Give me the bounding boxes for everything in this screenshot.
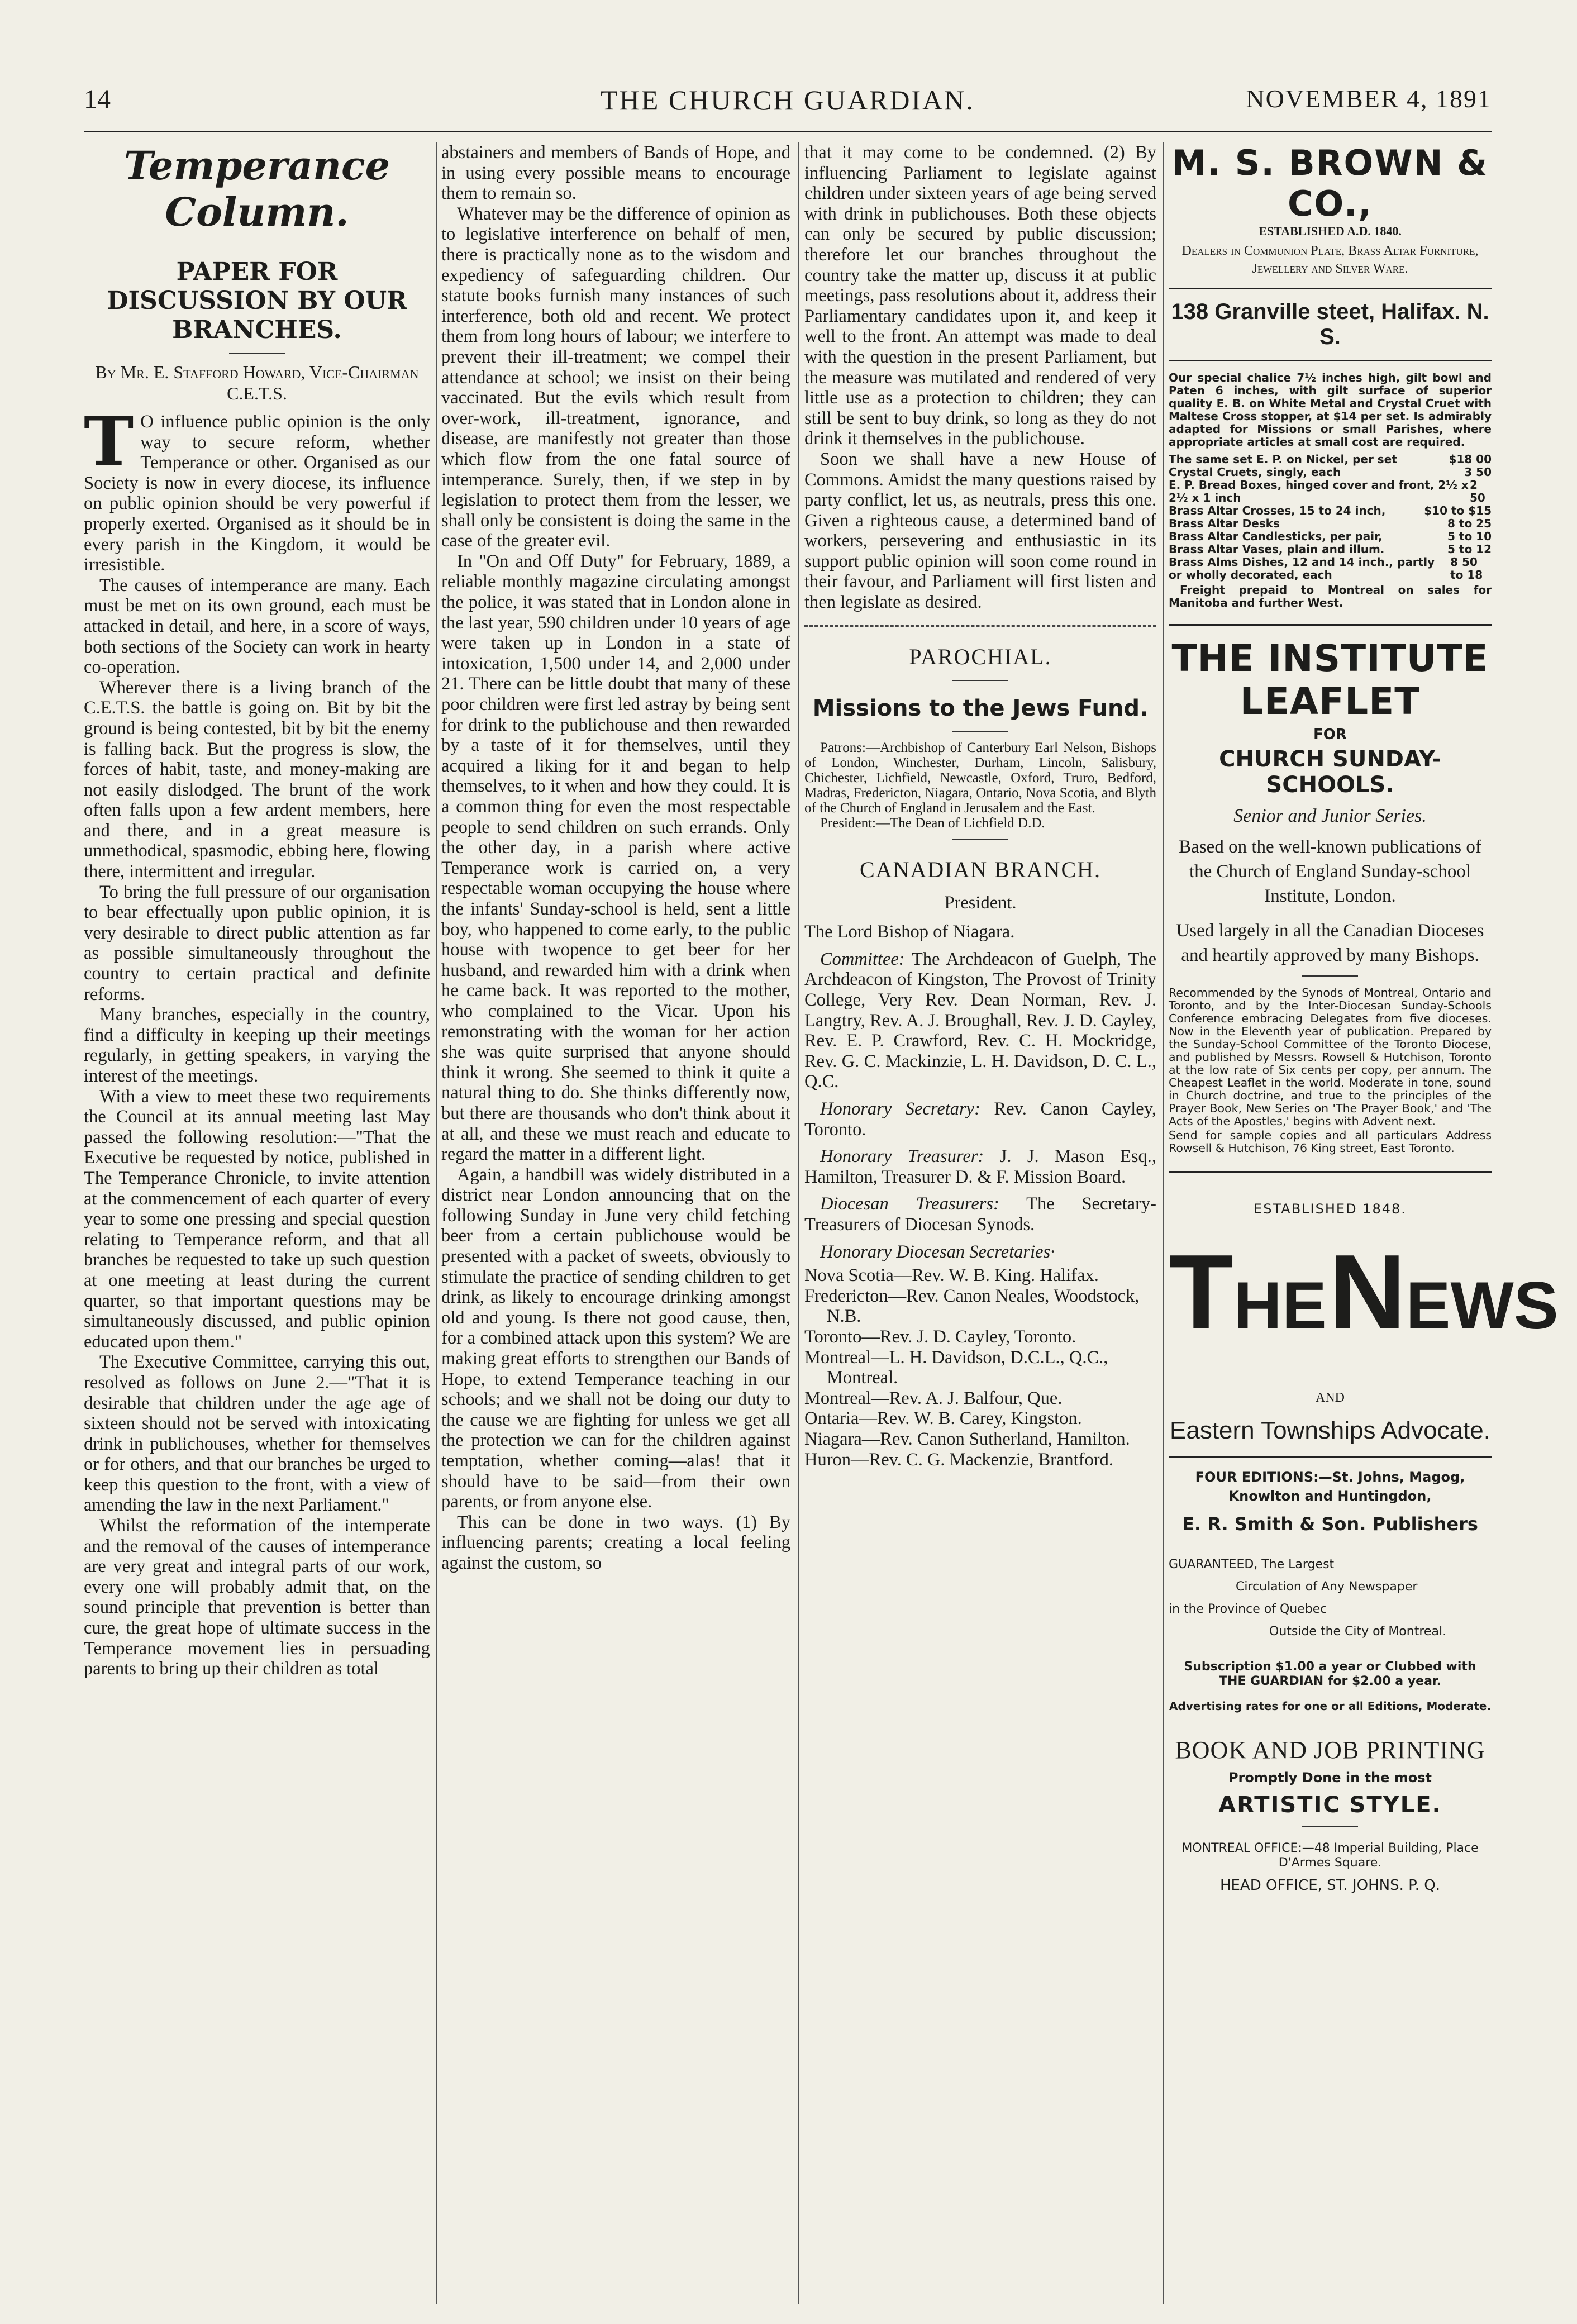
news-established: ESTABLISHED 1848. xyxy=(1254,1201,1407,1217)
byline: By Mr. E. Stafford Howard, Vice-Chairman C.E.T.S. xyxy=(95,362,419,403)
brown-company-name: M. S. BROWN & CO., xyxy=(1171,142,1489,224)
brown-chalice-offer: Our special chalice 7½ inches high, gilt bowl and Paten 6 inches, with gilt surface of superior quality E. B. on White Metal and Crystal Cruet with Maltese Cross stopper, at $14 per set. Is admirably adapted for Missions or small Parishes, where appropriate articles at small cost are required. xyxy=(1169,371,1492,449)
price-row: Brass Altar Desks 8 to 25 xyxy=(1169,517,1492,530)
article-paragraph: The causes of intemperance are many. Each must be met on its own ground, each must be attacked in detail, and here, in a score of ways, both sections of the Society can work in hearty co-operation. xyxy=(84,575,430,678)
president-name: The Lord Bishop of Niagara. xyxy=(804,922,1015,942)
article-paragraph: abstainers and members of Bands of Hope, and in using every possible means to encourage them to remain so. xyxy=(441,142,790,204)
divider xyxy=(952,680,1008,681)
divider xyxy=(1302,975,1358,977)
secretary-entry: Toronto—Rev. J. D. Cayley, Toronto. xyxy=(804,1326,1076,1347)
price-row: Brass Altar Crosses, 15 to 24 inch, $10 to $15 xyxy=(1169,504,1492,517)
leaflet-details: Recommended by the Synods of Montreal, Ontario and Toronto, and by the Inter-Diocesan Sunday-Schools Conference embracing Delegates from five dioceses. Now in the Eleventh year of publication. Prepared by the Sunday-School Committee of the Toronto Diocese, and published by Messrs. Rowsell & Hutchison, Toronto at the low rate of Six cents per copy, per annum. The Cheapest Leaflet in the world. Moderate in tone, sound in Church doctrine, and true to the principles of the Prayer Book, New Series on 'The Prayer Book,' and 'The Acts of the Apostles,' begins with Advent next. xyxy=(1169,986,1492,1128)
header-rule xyxy=(84,130,1492,132)
divider xyxy=(952,839,1008,840)
article-paragraph: With a view to meet these two requirements the Council at its annual meeting last May passed the following resolution:—"That the Executive be requested by notice, published in The Temperance Chronicle, to invite attention at the commencement of each quarter of every year to some one pressing and special question relating to Temperance reform, and that all branches be requested to take up such question at one meeting at least during the current quarter, so that important questions may be simultaneously discussed, and public opinion educated upon them." xyxy=(84,1086,430,1352)
diocesan-secretaries-label: Honorary Diocesan Secretaries· xyxy=(820,1241,1055,1262)
news-subscription: Subscription $1.00 a year or Clubbed with THE GUARDIAN for $2.00 a year. xyxy=(1184,1660,1476,1688)
secretary-entry: Niagara—Rev. Canon Sutherland, Hamilton. xyxy=(804,1428,1130,1449)
article-paragraph: Soon we shall have a new House of Commons. Amidst the many questions raised by party conflict, let us, as neutrals, press this one. Given a righteous cause, a determined band of workers, persevering and enthusiastic in its support public opinion will soon come round in their favour, and Parliament will first listen and then legislate as desired. xyxy=(804,449,1156,613)
book-job-printing: BOOK AND JOB PRINTING xyxy=(1175,1736,1485,1764)
article-paragraph: In "On and Off Duty" for February, 1889, a reliable monthly magazine circulating amongst the police, it was stated that in London alone in the last year, 590 children under 10 years of age were taken up in London in a state of intoxication, 1,500 under 14, and 2,000 under 21. There can be little doubt that many of these poor children were first led astray by being sent for drink to the publichouse and then rewarded by a taste of it for themselves, until they acquired a liking for it and began to help themselves, to it when and how they could. It is a common thing for even the most respectable people to send children on such errands. Only the other day, in a parish where active Temperance work is carried on, a very respectable woman occupying the house where the infants' Sunday-school is held, sent a little boy, who happened to come early, to the public house with twopence to get beer for her husband, and rewarded him with a drink when he came back. It was reported to the mother, who complained to the Vicar. Upon his remonstrating with the woman for her action she was quite surprised that anyone should think it wrong. She seemed to think it quite a natural thing to do. She thinks differently now, but there are thousands who don't think about it at all, and these we must reach and educate to regard the matter in a different light. xyxy=(441,551,790,1165)
price-row: Brass Alms Dishes, 12 and 14 inch., partly or wholly decorated, each 8 50 to 18 xyxy=(1169,555,1483,582)
column-divider xyxy=(1163,142,1164,2304)
committee: Committee: The Archdeacon of Guelph, The Archdeacon of Kingston, The Provost of Trinity College, Very Rev. Dean Norman, Rev. J. Langtry, Rev. A. J. Broughall, Rev. J. D. Cayley, Rev. E. P. Crawford, Rev. C. H. Mockridge, Rev. G. C. Mackinzie, L. H. Davidson, D. C. L., Q.C. xyxy=(804,949,1156,1092)
column-temperance xyxy=(84,142,430,2304)
secretary-entry: Ontaria—Rev. W. B. Carey, Kingston. xyxy=(804,1408,1082,1429)
news-circulation: in the Province of Quebec xyxy=(1169,1602,1327,1616)
article-paragraph: that it may come to be condemned. (2) By influencing Parliament to legislate against children under sixteen years of age being served with drink in publichouses. Both these objects can only be secured by public discussion; therefore let our branches throughout the country take the matter up, discuss it at public meetings, pass resolutions about it, address their Parliamentary candidates upon it, and keep it well to the front. An attempt was made to deal with the question in the present Parliament, but the measure was mutilated and rendered of very little use as a protection to children; they can still be sent to buy drink, so long as they do not drink it themselves in the publichouse. xyxy=(804,142,1156,449)
secretary-entry: Huron—Rev. C. G. Mackenzie, Brantford. xyxy=(804,1449,1113,1470)
ad-divider xyxy=(1169,624,1492,626)
price-row: Crystal Cruets, singly, each 3 50 xyxy=(1169,465,1492,479)
drop-cap: T xyxy=(84,402,134,481)
news-circulation: Outside the City of Montreal. xyxy=(1269,1625,1447,1639)
leaflet-used: Used largely in all the Canadian Dioceses and heartily approved by many Bishops. xyxy=(1176,921,1484,965)
institute-leaflet-advertisement xyxy=(1169,637,1492,1155)
leaflet-subtitle: CHURCH SUNDAY-SCHOOLS. xyxy=(1219,746,1441,798)
news-subtitle: Eastern Townships Advocate. xyxy=(1170,1417,1490,1444)
section-divider xyxy=(804,625,1156,627)
article-paragraph: The Executive Committee, carrying this out, resolved as follows on June 2.—"That it is desirable that children under the age age of sixteen should not be served with intoxicating drink in publichouses, whether for themselves or for others, and that our branches be urged to keep this question to the front, with a view of amending the law in the next Parliament." xyxy=(84,1352,430,1516)
leaflet-for: FOR xyxy=(1313,726,1347,743)
article-paragraph: Many branches, especially in the country, find a difficulty in keeping up their meetings regularly, in getting speakers, in varying the interest of the meetings. xyxy=(84,1004,430,1086)
news-and: AND xyxy=(1316,1390,1345,1405)
brown-address: 138 Granville steet, Halifax. N. S. xyxy=(1171,299,1489,349)
parochial-heading: PAROCHIAL. xyxy=(909,644,1052,669)
honorary-treasurer: Honorary Treasurer: J. J. Mason Esq., Hamilton, Treasurer D. & F. Mission Board. xyxy=(804,1146,1157,1187)
leaflet-series: Senior and Junior Series. xyxy=(1233,806,1427,826)
issue-date: NOVEMBER 4, 1891 xyxy=(1246,84,1492,113)
patrons-list: Patrons:—Archbishop of Canterbury Earl Nelson, Bishops of London, Winchester, Durham, Lincoln, Salisbury, Chichester, Lichfield, Newcastle, Oxford, Truro, Bedford, Madras, Fredericton, Niagara, Ontario, Nova Scotia, and Blyth of the Church of England in Jerusalem and the East. xyxy=(804,740,1156,816)
divider xyxy=(1169,1456,1492,1458)
article-paragraph: Whatever may be the difference of opinion as to legislative interference on behalf of men, there is practically none as to the wisdom and expediency of safeguarding children. Our statute books furnish many instances of such interference, both old and recent. We protect them from long hours of labour; we interfere to prevent their ill-treatment; we compel their attendance at school; we insist on their being vaccinated. But the evils which result from over-work, ill-treatment, ignorance, and disease, are manifestly not greater than those which flow from the one fatal source of intemperance. Surely, then, if we step in by legislation to protect them from the lesser, we shall only be consistent is doing the same in the case of the greater evil. xyxy=(441,203,790,551)
news-advertisement xyxy=(1169,1201,1559,1894)
article-paragraph: Wherever there is a living branch of the C.E.T.S. the battle is going on. Bit by bit the ground is being contested, bit by bit the enemy is falling back. But the progress is slow, the forces of habit, taste, and money-making are not easily dislodged. The brunt of the work often falls upon a few ardent members, here and there, and in a great measure is unmethodical, spasmodic, ebbing here, flowing there, intermittent and irregular. xyxy=(84,677,430,882)
ad-divider xyxy=(1169,1171,1492,1173)
leaflet-based-on: Based on the well-known publications of the Church of England Sunday-school Institute, London. xyxy=(1179,837,1481,906)
article-paragraph: This can be done in two ways. (1) By influencing parents; creating a local feeling against the custom, so xyxy=(441,1512,790,1573)
section-title: Temperance Column. xyxy=(123,142,390,235)
secretary-entry: Montreal—Rev. A. J. Balfour, Que. xyxy=(804,1388,1063,1408)
column-divider xyxy=(798,142,799,2304)
price-row: E. P. Bread Boxes, hinged cover and front, 2½ x 2½ x 1 inch 2 50 xyxy=(1169,478,1485,504)
missions-heading: Missions to the Jews Fund. xyxy=(812,695,1149,721)
column-advertisements xyxy=(1169,142,1559,2304)
article-paragraph: Whilst the reformation of the intemperate and the removal of the causes of intemperance are very great and integral parts of our work, every one will probably admit that, on the sound principle that prevention is better than cure, the great hope of ultimate success in the Temperance movement lies in persuading parents to bring up their children as total xyxy=(84,1516,430,1679)
head-office: HEAD OFFICE, ST. JOHNS. P. Q. xyxy=(1219,1877,1441,1894)
price-row: Brass Altar Vases, plain and illum. 5 to 12 xyxy=(1169,542,1492,556)
divider xyxy=(229,353,285,354)
news-editions: FOUR EDITIONS:—St. Johns, Magog, Knowlton and Huntingdon, xyxy=(1195,1469,1465,1504)
divider xyxy=(1169,360,1492,361)
article-paragraph: Again, a handbill was widely distributed in a district near London announcing that on the following Sunday in June very child fetching beer from a certain publichouse would be presented with a packet of sweets, obviously to stimulate the practice of sending children to get drink, as likely to encourage drinking amongst old and young. Is there not good cause, then, for a combined attack upon this system? We are making great efforts to strengthen our Bands of Hope, to extend Temperance teaching in our schools; and we shall not be doing our duty to the cause we are fighting for unless we get all the protection we can for the children against temptation, whether coming—alas! that it should have to be said—from their own parents, or from anyone else. xyxy=(441,1164,790,1512)
news-publishers: E. R. Smith & Son. Publishers xyxy=(1182,1513,1478,1535)
secretary-entry: Nova Scotia—Rev. W. B. King. Halifax. xyxy=(804,1265,1099,1286)
brown-dealers: Dealers in Communion Plate, Brass Altar Furniture, Jewellery and Silver Ware. xyxy=(1181,244,1479,276)
divider xyxy=(1302,1826,1358,1827)
brown-freight: Freight prepaid to Montreal on sales for Manitoba and further West. xyxy=(1169,583,1492,609)
secretary-entry: Fredericton—Rev. Canon Neales, Woodstock, N.B. xyxy=(804,1285,1140,1327)
news-masthead: THE NEWS xyxy=(1169,1233,1559,1351)
article-paragraph: To bring the full pressure of our organisation to bear effectually upon public opinion, it is very desirable to direct public attention as far as possible simultaneously throughout the country to certain practical and definite reforms. xyxy=(84,882,430,1004)
price-row: The same set E. P. on Nickel, per set $18 00 xyxy=(1169,453,1492,466)
article-title: PAPER FOR DISCUSSION BY OUR BRANCHES. xyxy=(107,258,407,344)
promptly-done: Promptly Done in the most xyxy=(1228,1770,1432,1785)
price-row: Brass Altar Candlesticks, per pair, 5 to 10 xyxy=(1169,530,1492,543)
diocesan-treasurers: Diocesan Treasurers: The Secretary-Treasurers of Diocesan Synods. xyxy=(804,1194,1156,1235)
news-circulation: GUARANTEED, The Largest xyxy=(1169,1558,1335,1571)
honorary-secretary: Honorary Secretary: Rev. Canon Cayley, Toronto. xyxy=(804,1099,1157,1140)
president-line: President:—The Dean of Lichfield D.D. xyxy=(820,815,1045,831)
news-circulation: Circulation of Any Newspaper xyxy=(1236,1580,1418,1594)
news-advertising: Advertising rates for one or all Editions, Moderate. xyxy=(1169,1699,1492,1713)
divider xyxy=(1169,288,1492,289)
montreal-office: MONTREAL OFFICE:—48 Imperial Building, Place D'Armes Square. xyxy=(1181,1841,1479,1870)
leaflet-sample-request: Send for sample copies and all particulars Address Rowsell & Hutchison, 76 King street, East Toronto. xyxy=(1169,1128,1492,1155)
canadian-branch-heading: CANADIAN BRANCH. xyxy=(859,856,1102,882)
artistic-style: ARTISTIC STYLE. xyxy=(1218,1792,1442,1818)
column-divider xyxy=(436,142,437,2304)
leaflet-title: THE INSTITUTE LEAFLET xyxy=(1171,637,1489,723)
brown-established: ESTABLISHED A.D. 1840. xyxy=(1259,224,1402,238)
newspaper-title: THE CHURCH GUARDIAN. xyxy=(601,84,975,116)
column-parochial xyxy=(804,142,1156,2304)
brown-advertisement xyxy=(1169,142,1492,609)
page-number: 14 xyxy=(84,84,111,114)
secretary-entry: Montreal—L. H. Davidson, D.C.L., Q.C., Montreal. xyxy=(804,1347,1108,1388)
divider xyxy=(952,731,1008,732)
column-article-continued xyxy=(441,142,790,2304)
president-label: President. xyxy=(944,892,1017,913)
page-header xyxy=(84,84,1492,123)
article-paragraph: T O influence public opinion is the only way to secure reform, whether Temperance or other. Organised as our Society is now in every diocese, its influence on public opinion should be very powerful if properly exerted. Organised as it should be in every parish in the Kingdom, it would be irresistible. xyxy=(84,402,430,575)
